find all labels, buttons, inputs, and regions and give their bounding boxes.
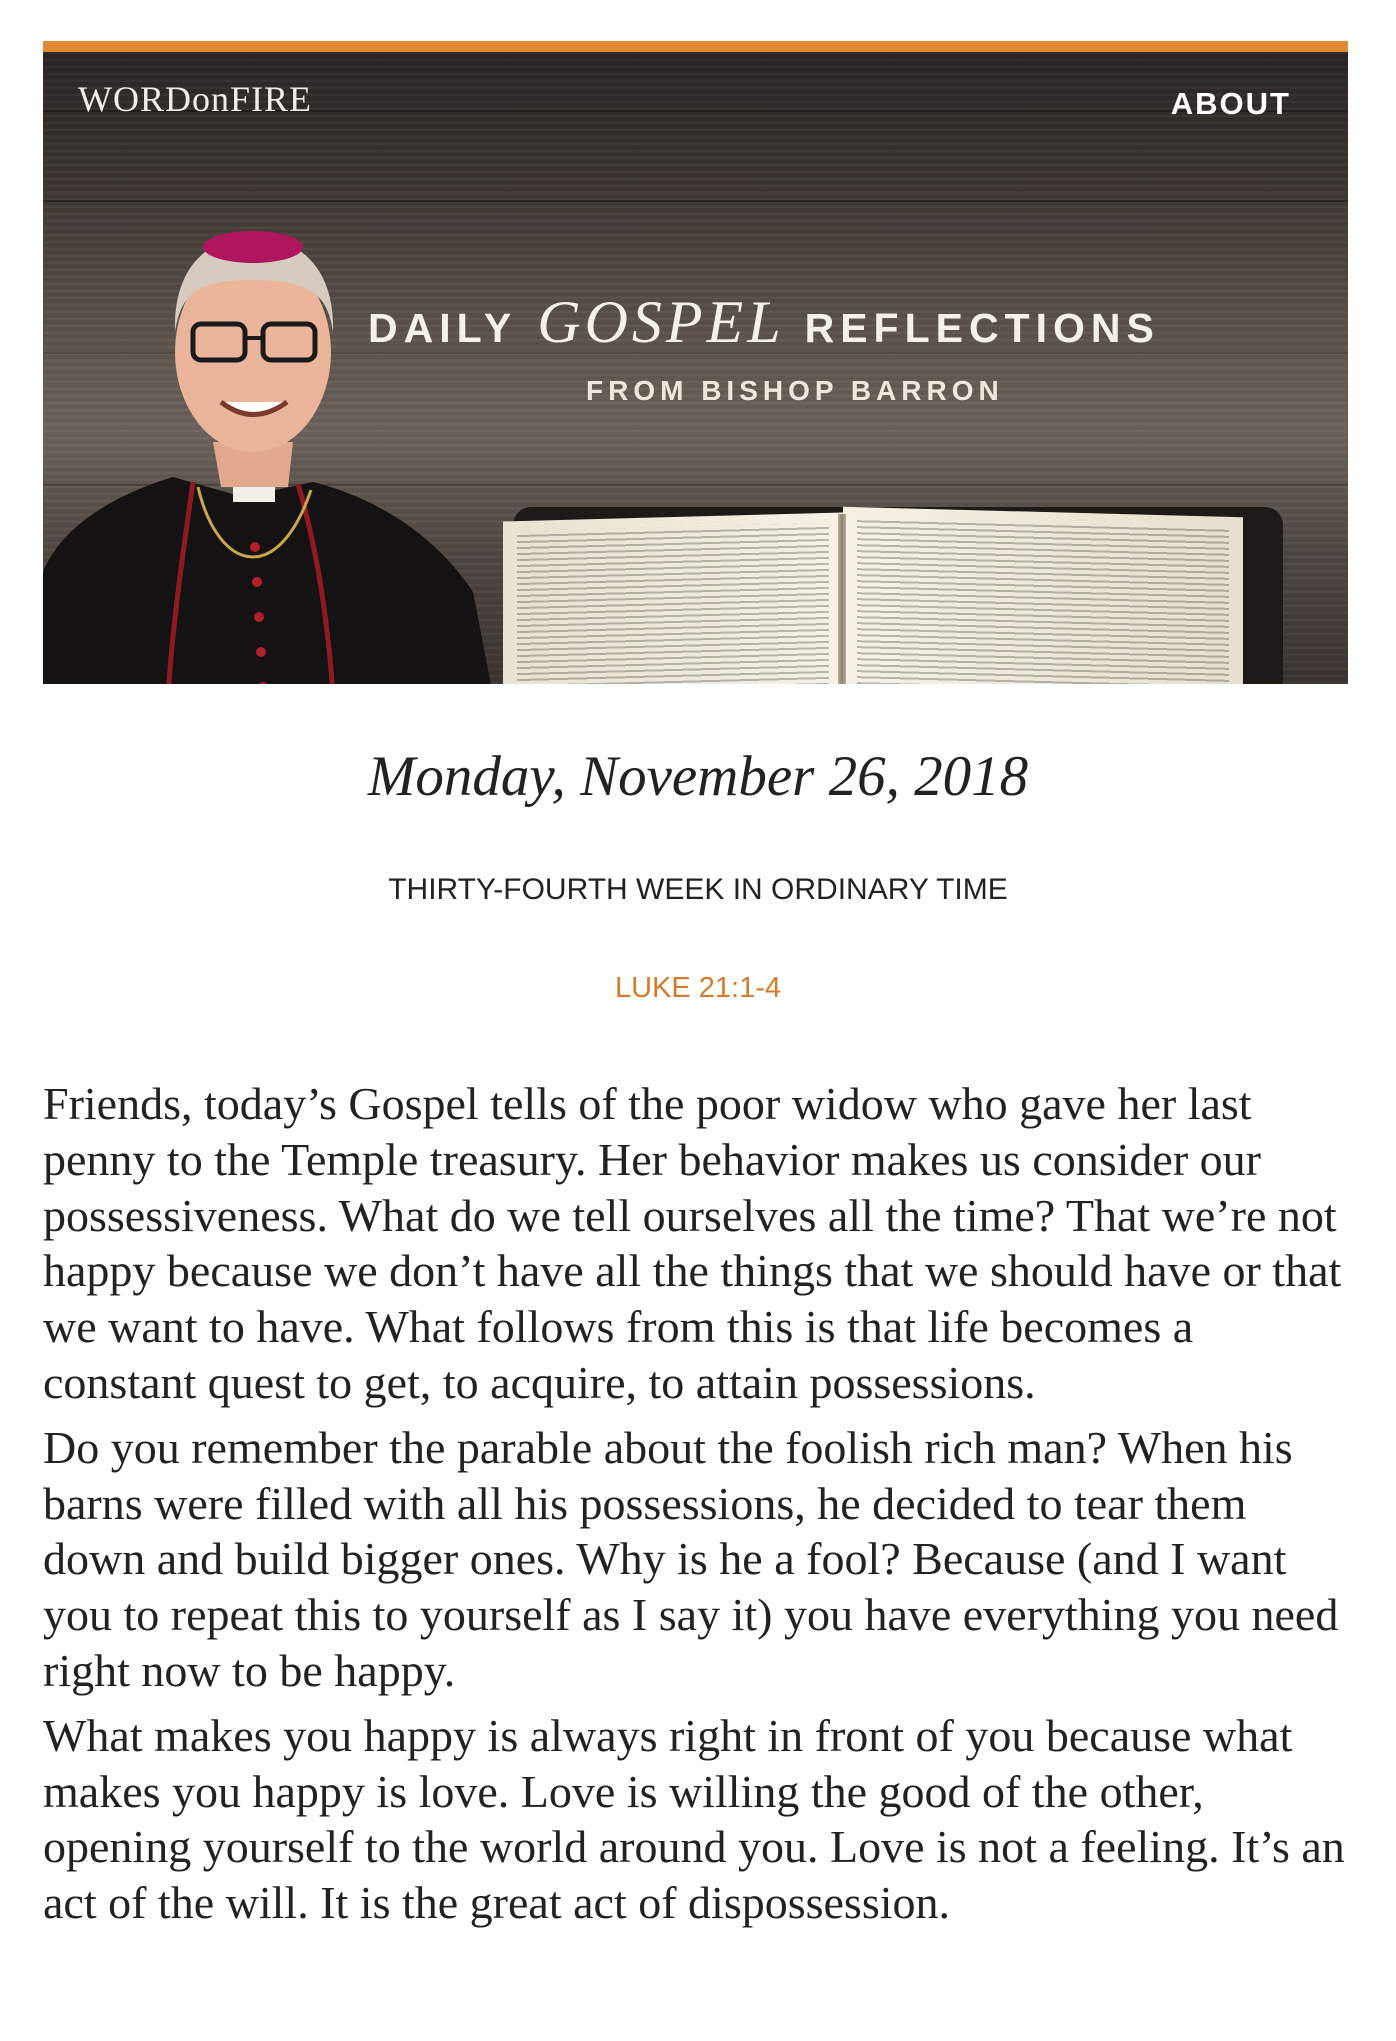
gospel-reading-link[interactable]: LUKE 21:1-4 xyxy=(614,972,782,1004)
headline-gospel: GOSPEL xyxy=(537,289,785,355)
liturgical-week: THIRTY-FOURTH WEEK IN ORDINARY TIME xyxy=(388,873,1008,906)
bible-left-page xyxy=(503,513,843,684)
reflection-paragraph: Do you remember the parable about the foolish rich man? When his barns were filled with all his possessions, he decided to tear them down and build bigger ones. Why is he a fool? Because (and I want you to repeat this to yourself as I say it) you have everything you need right now to be happy. xyxy=(43,1421,1339,1696)
bible-gutter xyxy=(838,514,846,684)
reflection-paragraph: Friends, today’s Gospel tells of the poor widow who gave her last penny to the Temple treasury. Her behavior makes us consider our possessiveness. What do we tell ourselves all the time? That we’re not happy because we don’t have all the things that we should have or that we want to have. What follows from this is that life becomes a constant quest to get, to acquire, to attain possessions. xyxy=(43,1078,1342,1408)
about-link[interactable]: ABOUT xyxy=(1170,86,1291,121)
header-banner xyxy=(43,41,1348,684)
banner-subheadline: FROM BISHOP BARRON xyxy=(586,375,1004,406)
logo-text: WORDonFIRE xyxy=(78,79,312,119)
headline-reflections: REFLECTIONS xyxy=(804,305,1160,351)
bible-right-page xyxy=(843,507,1243,684)
headline-daily: DAILY xyxy=(368,305,518,351)
reflection-body xyxy=(43,1076,1353,1940)
banner-headline xyxy=(368,288,1348,357)
reflection-paragraph: What makes you happy is always right in front of you because what makes you happy is love. Love is willing the good of the other, opening yourself to the world around you. Love is not a feeling. It’s an act of the will. It is the great act of dispossession. xyxy=(43,1709,1345,1929)
reflection-date: Monday, November 26, 2018 xyxy=(367,745,1029,808)
